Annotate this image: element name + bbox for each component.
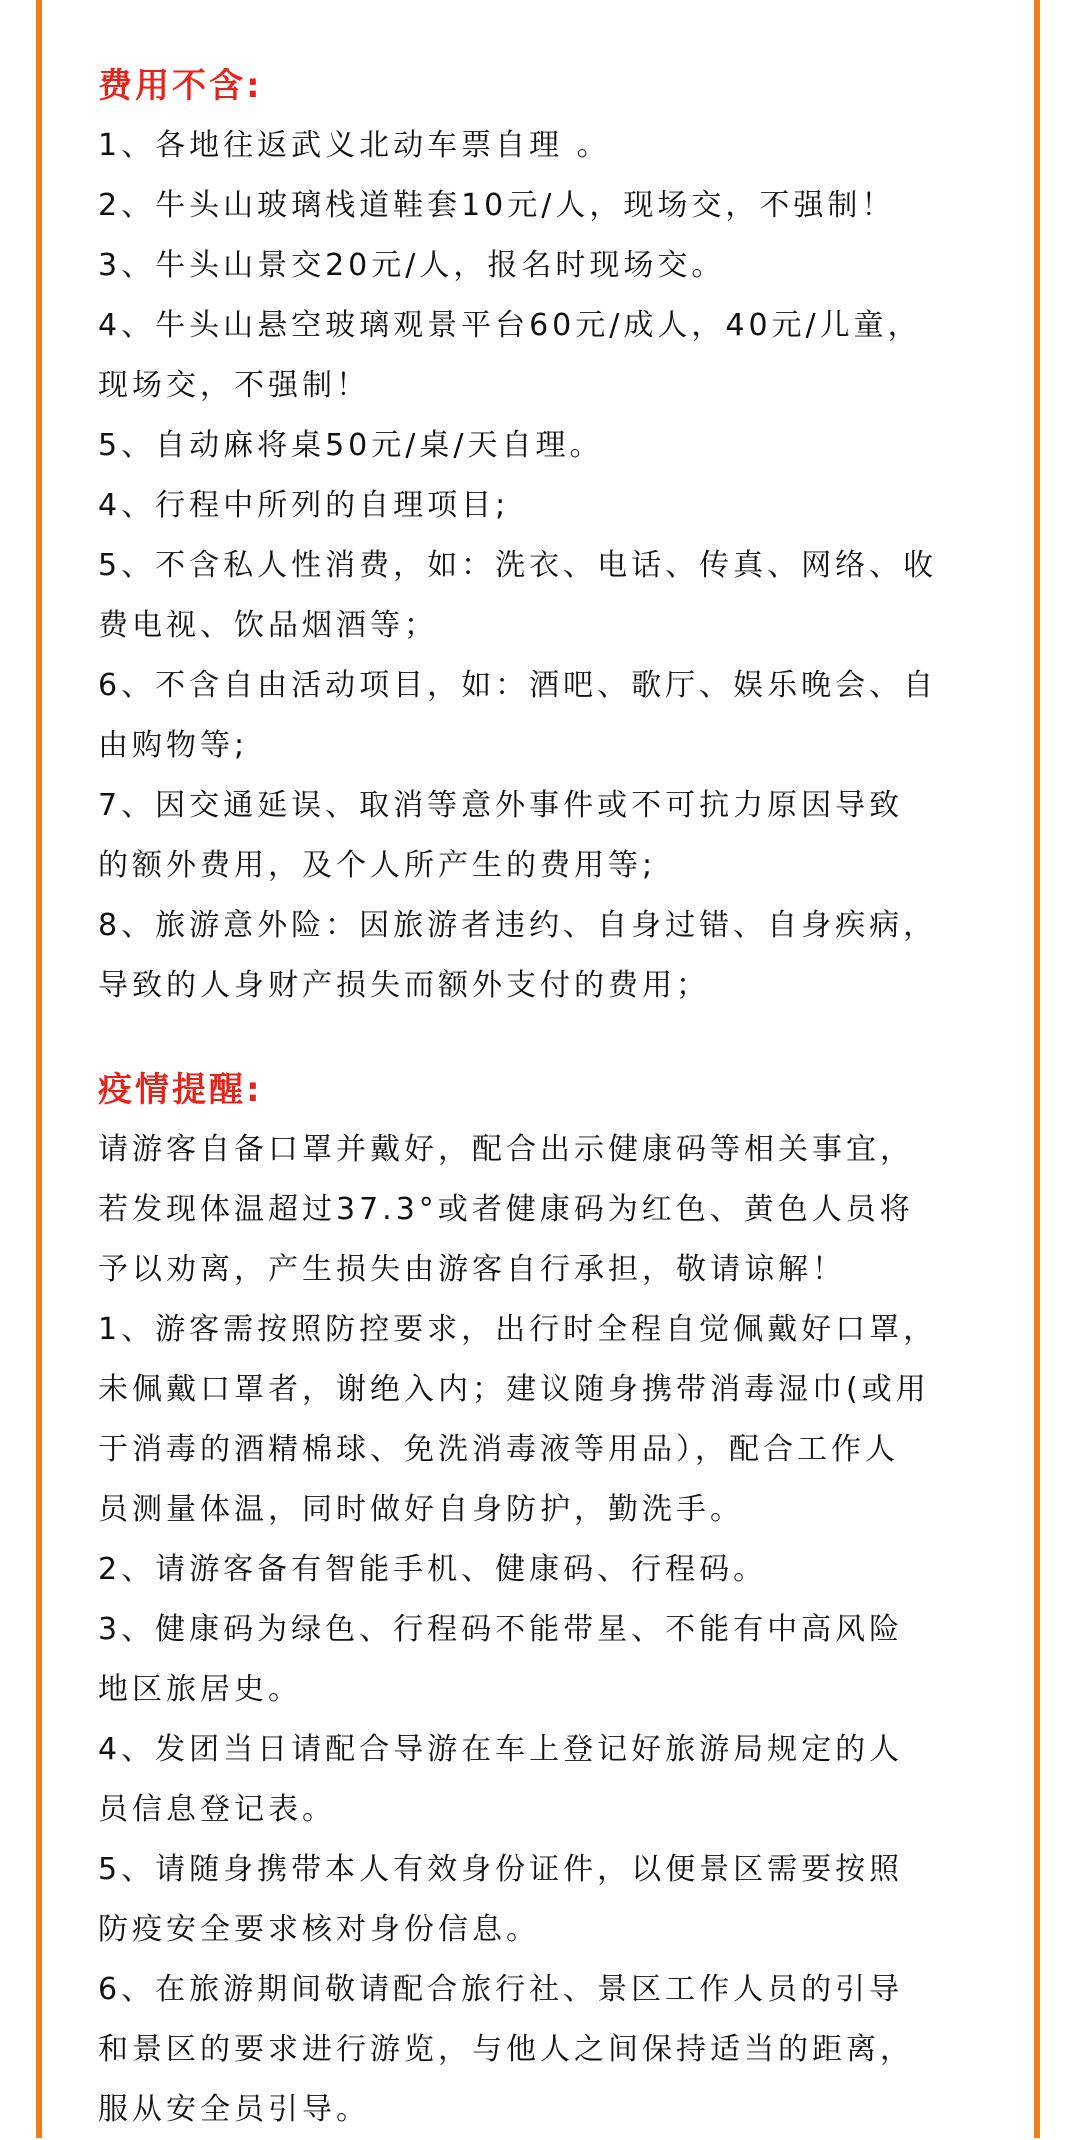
fees-line: 3、牛头山景交20元/人，报名时现场交。	[98, 248, 726, 283]
right-orange-border	[1034, 0, 1040, 2138]
epidemic-line: 3、健康码为绿色、行程码不能带星、不能有中高风险	[98, 1612, 904, 1647]
fees-line: 的额外费用，及个人所产生的费用等;	[98, 848, 657, 883]
epidemic-line: 未佩戴口罩者，谢绝入内；建议随身携带消毒湿巾(或用	[98, 1372, 930, 1407]
notice-content	[98, 56, 998, 2140]
epidemic-line: 于消毒的酒精棉球、免洗消毒液等用品），配合工作人	[98, 1432, 899, 1467]
epidemic-line: 6、在旅游期间敬请配合旅行社、景区工作人员的引导	[98, 1972, 904, 2007]
fees-line: 7、因交通延误、取消等意外事件或不可抗力原因导致	[98, 788, 904, 823]
epidemic-line: 服从安全员引导。	[98, 2092, 370, 2127]
epidemic-line: 员测量体温，同时做好自身防护，勤洗手。	[98, 1492, 744, 1527]
fees-line: 4、牛头山悬空玻璃观景平台60元/成人，40元/儿童，	[98, 308, 922, 343]
epidemic-line: 若发现体温超过37.3°或者健康码为红色、黄色人员将	[98, 1192, 914, 1227]
fees-line: 导致的人身财产损失而额外支付的费用；	[98, 968, 710, 1003]
epidemic-line: 2、请游客备有智能手机、健康码、行程码。	[98, 1552, 768, 1587]
section-spacer	[98, 1016, 998, 1060]
fees-line: 5、自动麻将桌50元/桌/天自理。	[98, 428, 604, 463]
fees-line: 6、不含自由活动项目，如：酒吧、歌厅、娱乐晚会、自	[98, 668, 938, 703]
fees-line: 8、旅游意外险：因旅游者违约、自身过错、自身疾病，	[98, 908, 938, 943]
left-orange-border	[36, 0, 42, 2138]
epidemic-line: 员信息登记表。	[98, 1792, 336, 1827]
fees-line: 由购物等;	[98, 728, 249, 763]
epidemic-line: 5、请随身携带本人有效身份证件，以便景区需要按照	[98, 1852, 904, 1887]
epidemic-line: 和景区的要求进行游览，与他人之间保持适当的距离，	[98, 2032, 914, 2067]
fees-line: 2、牛头山玻璃栈道鞋套10元/人，现场交，不强制！	[98, 188, 896, 223]
epidemic-line: 防疫安全要求核对身份信息。	[98, 1912, 540, 1947]
fees-line: 5、不含私人性消费，如：洗衣、电话、传真、网络、收	[98, 548, 938, 583]
epidemic-line: 地区旅居史。	[98, 1672, 302, 1707]
fees-line: 费电视、饮品烟酒等；	[98, 608, 438, 643]
epidemic-reminder-heading: 疫情提醒:	[98, 1070, 263, 1110]
fees-line: 4、行程中所列的自理项目;	[98, 488, 510, 523]
fees-excluded-heading: 费用不含:	[98, 66, 263, 106]
epidemic-line: 予以劝离，产生损失由游客自行承担，敬请谅解！	[98, 1252, 846, 1287]
epidemic-line: 请游客自备口罩并戴好，配合出示健康码等相关事宜，	[98, 1132, 914, 1167]
epidemic-line: 1、游客需按照防控要求，出行时全程自觉佩戴好口罩，	[98, 1312, 938, 1347]
fees-line: 现场交，不强制！	[98, 368, 370, 403]
epidemic-line: 4、发团当日请配合导游在车上登记好旅游局规定的人	[98, 1732, 904, 1767]
fees-line: 1、各地往返武义北动车票自理 。	[98, 128, 611, 163]
